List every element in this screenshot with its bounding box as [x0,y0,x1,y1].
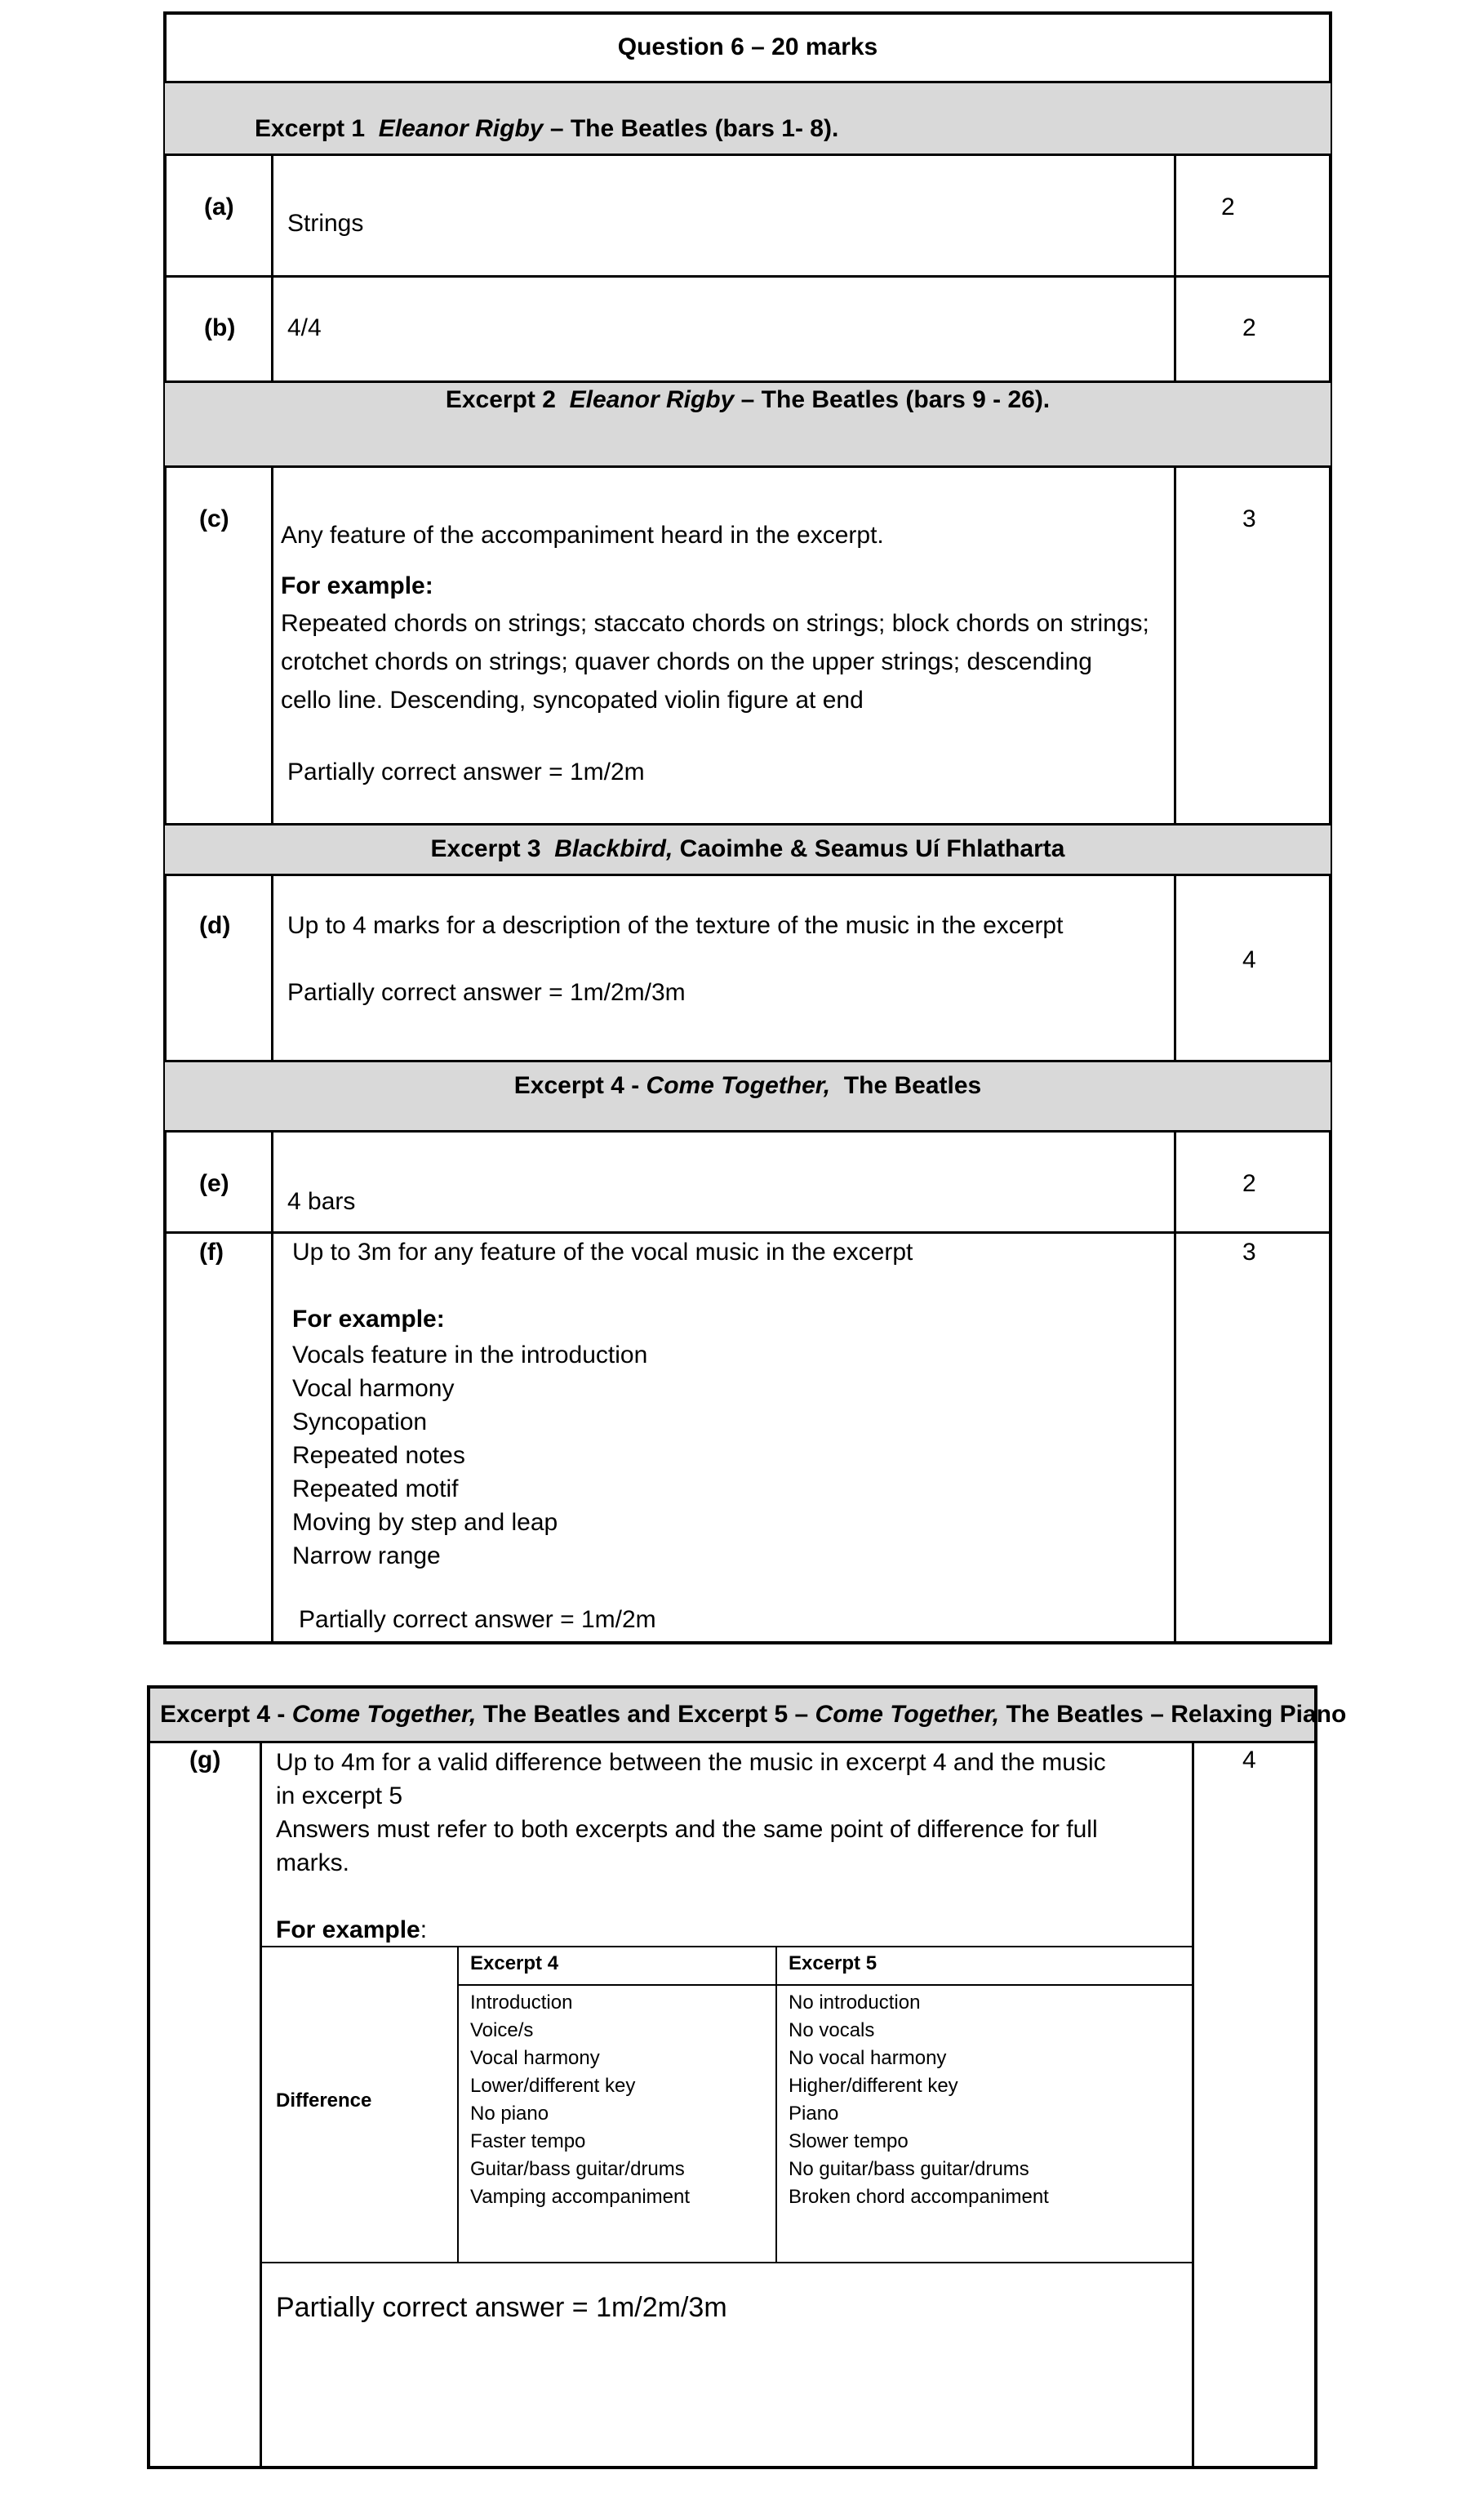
instruction-line: Up to 4m for a valid difference between the music in excerpt 4 and the music [276,1749,1106,1776]
list-item: Slower tempo [789,2130,909,2152]
divider [163,81,1332,83]
list-item: Lower/different key [470,2075,636,2097]
answer-g-partial: Partially correct answer = 1m/2m/3m [276,2292,727,2323]
list-item: No introduction [789,1991,921,2014]
answer-c-line: crotchet chords on strings; quaver chords on the upper strings; descending [281,648,1092,675]
marks-b: 2 [1242,314,1256,341]
list-item: Introduction [470,1991,573,2014]
divider [457,1946,459,2263]
answer-c-line: cello line. Descending, syncopated violin figure at end [281,687,864,714]
divider [1192,1742,1194,2468]
list-item: Vocals feature in the introduction [292,1342,648,1368]
divider [271,467,273,825]
divider [163,154,1332,156]
answer-c-examples [281,604,1149,719]
list-item: Piano [789,2103,839,2125]
list-item: Vamping accompaniment [470,2186,691,2208]
divider [271,155,273,382]
answer-f-intro: Up to 3m for any feature of the vocal music in the excerpt [292,1239,913,1266]
divider [271,875,273,1061]
excerpt-3-heading: Excerpt 3 Blackbird, Caoimhe & Seamus Uí Fhlatharta [430,835,1065,862]
list-item: Repeated motif [292,1475,459,1502]
list-item: Vocal harmony [292,1375,455,1402]
list-item: Broken chord accompaniment [789,2186,1049,2208]
question-c-label: (c) [199,505,229,532]
page-title: Question 6 – 20 marks [617,33,878,60]
instruction-line: Answers must refer to both excerpts and the same point of difference for full [276,1816,1098,1843]
excerpt-5-features [789,1989,1049,2211]
list-item: Moving by step and leap [292,1509,558,1536]
divider [163,1231,1332,1234]
question-g-label: (g) [189,1747,221,1773]
answer-e: 4 bars [287,1188,356,1215]
comparison-row-label: Difference [276,2089,372,2112]
question-a-label: (a) [204,194,234,220]
question-e-label: (e) [199,1170,229,1197]
list-item: No vocal harmony [789,2047,947,2069]
divider [1174,155,1176,382]
question-f-label: (f) [199,1239,224,1266]
list-item: Voice/s [470,2019,534,2041]
excerpt-2-heading: Excerpt 2 Eleanor Rigby – The Beatles (bars 9 - 26). [445,386,1051,413]
answer-c-intro: Any feature of the accompaniment heard in the excerpt. [281,522,884,549]
instruction-line: marks. [276,1849,349,1876]
excerpt-1-heading: Excerpt 1 Eleanor Rigby – The Beatles (bars 1- 8). [255,115,839,142]
list-item: Guitar/bass guitar/drums [470,2158,685,2180]
divider [163,1060,1332,1062]
list-item: Repeated notes [292,1442,465,1469]
divider [457,1984,1192,1986]
list-item: Syncopation [292,1408,428,1435]
divider [260,1742,262,2468]
divider [163,1130,1332,1133]
divider [163,275,1332,278]
instruction-line: in excerpt 5 [276,1782,403,1809]
list-item: No vocals [789,2019,875,2041]
answer-a: Strings [287,210,364,237]
marks-d: 4 [1242,946,1256,973]
answer-g-example-label: For example: [276,1916,428,1943]
answer-f-example-label: For example: [292,1306,445,1333]
comparison-col-excerpt-5: Excerpt 5 [789,1952,878,1974]
list-item: Higher/different key [789,2075,958,2097]
divider [147,1741,1317,1743]
answer-d-partial: Partially correct answer = 1m/2m/3m [287,979,686,1006]
comparison-col-excerpt-4: Excerpt 4 [470,1952,559,1974]
divider [1174,467,1176,825]
divider [163,380,1332,383]
table-2-heading: Excerpt 4 - Come Together, The Beatles and Excerpt 5 – Come Together, The Beatles – Relaxing Piano [160,1701,1347,1728]
answer-g-instructions [276,1746,1106,1880]
marks-g: 4 [1242,1747,1256,1773]
divider [1174,1132,1176,1643]
answer-d: Up to 4 marks for a description of the texture of the music in the excerpt [287,912,1064,939]
divider [261,2262,1192,2263]
marks-c: 3 [1242,505,1256,532]
excerpt-4-features [470,1989,690,2211]
list-item: No piano [470,2103,549,2125]
answer-c-partial: Partially correct answer = 1m/2m [287,759,645,785]
divider [163,874,1332,876]
answer-c-line: Repeated chords on strings; staccato chords on strings; block chords on strings; [281,610,1149,637]
divider [261,1946,1192,1947]
answer-c-example-label: For example: [281,572,433,599]
question-b-label: (b) [204,314,236,341]
excerpt-4-heading: Excerpt 4 - Come Together, The Beatles [513,1072,982,1099]
divider [163,465,1332,468]
answer-f-examples [292,1338,647,1573]
divider [1174,875,1176,1061]
divider [271,1132,273,1643]
answer-b: 4/4 [287,314,322,341]
marks-e: 2 [1242,1170,1256,1197]
list-item: Narrow range [292,1542,441,1569]
answer-f-partial: Partially correct answer = 1m/2m [299,1606,656,1633]
divider [163,823,1332,826]
marks-a: 2 [1221,194,1235,220]
marks-f: 3 [1242,1239,1256,1266]
list-item: Faster tempo [470,2130,586,2152]
list-item: No guitar/bass guitar/drums [789,2158,1029,2180]
list-item: Vocal harmony [470,2047,600,2069]
divider [775,1946,777,2263]
question-d-label: (d) [199,912,231,939]
